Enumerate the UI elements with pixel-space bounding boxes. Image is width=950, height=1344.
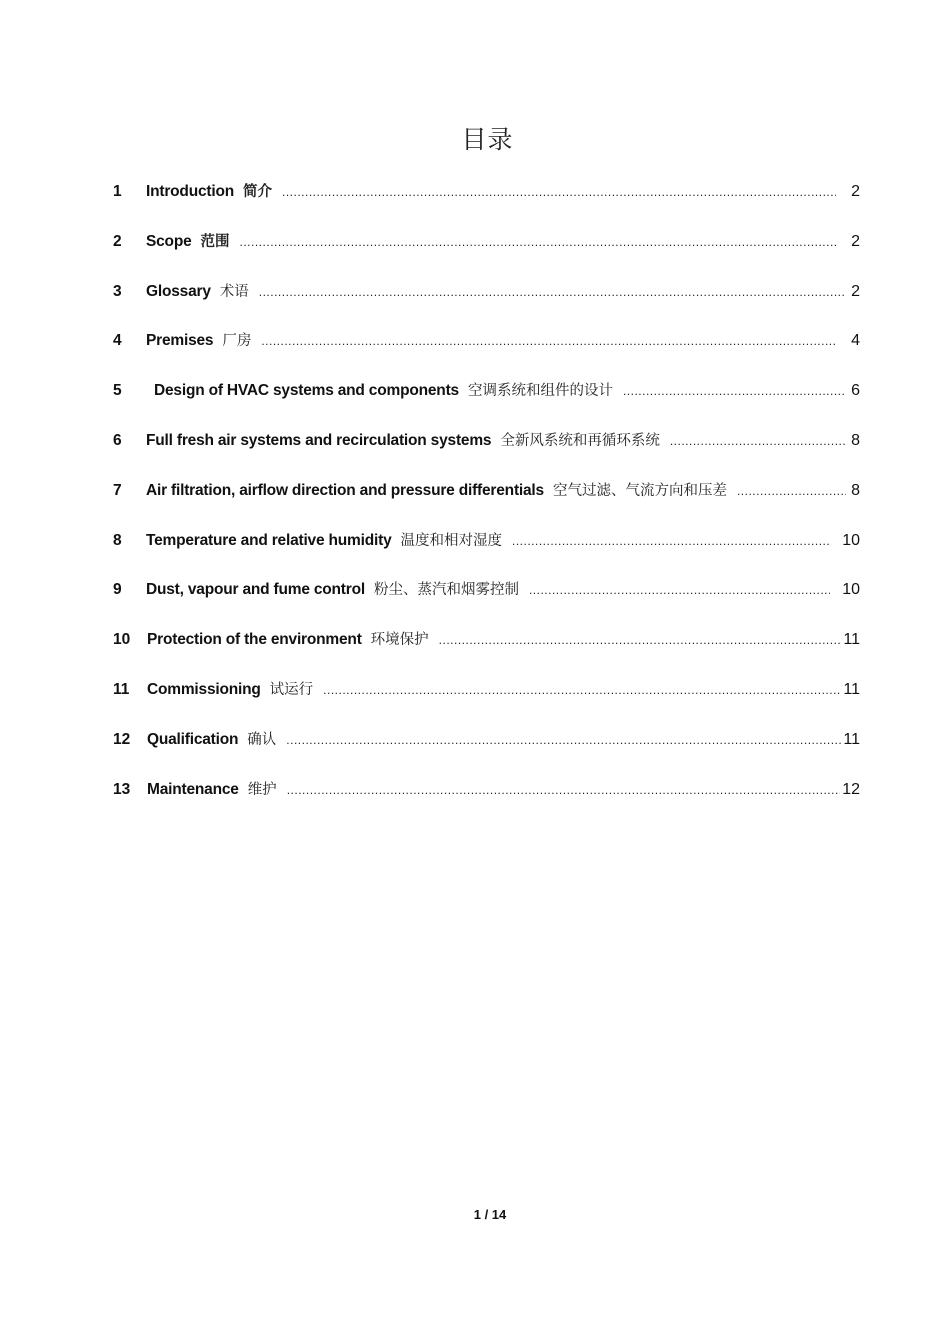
page-title: 目录 (461, 125, 514, 154)
toc-entry-number: 13 (113, 780, 131, 798)
toc-entry[interactable] (113, 529, 860, 579)
toc-entry-title-zh: 维护 (247, 781, 277, 798)
toc-entry-number: 9 (113, 581, 122, 599)
toc-entry-title-en: Protection of the environment (147, 631, 362, 649)
toc-entry-title-en: Premises (146, 332, 214, 350)
toc-entry-page: 8 (851, 481, 860, 499)
toc-entry-page: 11 (843, 631, 860, 649)
toc-entry[interactable] (113, 180, 860, 230)
toc-entry-page: 2 (851, 282, 860, 300)
toc-entry-page: 6 (851, 382, 860, 400)
toc-entry-title-zh: 环境保护 (370, 632, 429, 649)
toc-entry-page: 8 (851, 431, 860, 449)
toc-entry[interactable] (113, 379, 860, 429)
toc-entry-title-zh: 厂房 (222, 333, 252, 350)
toc-entry-title-zh: 术语 (219, 283, 249, 300)
dot-leader (512, 534, 830, 548)
toc-entry-number: 11 (113, 680, 130, 698)
toc-entry[interactable] (113, 778, 860, 828)
toc-entry[interactable] (113, 578, 860, 628)
toc-entry-title-zh: 全新风系统和再循环系统 (500, 432, 660, 449)
toc-entry[interactable] (113, 628, 860, 678)
toc-entry-page: 2 (851, 183, 860, 200)
dot-leader (439, 633, 842, 647)
toc-entry[interactable] (113, 429, 860, 479)
toc-entry-title-en: Glossary (146, 282, 211, 300)
page-indicator: 1 / 14 (473, 1207, 507, 1222)
dot-leader (323, 683, 841, 697)
toc-entry-page: 10 (842, 581, 860, 599)
toc-entry-page: 2 (851, 232, 860, 250)
toc-entry-number: 5 (113, 382, 122, 400)
toc-entry[interactable] (113, 329, 860, 379)
toc-entry[interactable] (113, 230, 860, 280)
dot-leader (529, 583, 830, 597)
toc-entry-title-en: Dust, vapour and fume control (146, 581, 365, 599)
dot-leader (240, 235, 836, 249)
toc-entry-number: 4 (113, 332, 122, 350)
toc-entry[interactable] (113, 728, 860, 778)
toc-entry-page: 11 (843, 730, 860, 748)
dot-leader (287, 783, 841, 797)
toc-entry-title-zh: 范围 (200, 233, 230, 250)
toc-entry-page: 10 (842, 531, 860, 549)
toc-list (113, 180, 860, 827)
toc-entry-title-zh: 温度和相对湿度 (400, 532, 502, 549)
toc-entry-page: 11 (843, 680, 860, 698)
dot-leader (259, 285, 846, 299)
toc-entry[interactable] (113, 678, 860, 728)
toc-entry-number: 7 (113, 481, 122, 499)
toc-entry-title-zh: 确认 (247, 731, 277, 748)
toc-entry-page: 12 (842, 780, 860, 798)
toc-entry-number: 6 (113, 431, 122, 449)
toc-entry-title-en: Design of HVAC systems and components (154, 382, 459, 400)
toc-entry-number: 12 (113, 730, 131, 748)
toc-entry-title-zh: 空调系统和组件的设计 (467, 383, 613, 400)
toc-entry-title-en: Maintenance (147, 780, 239, 798)
toc-entry-title-en: Scope (146, 232, 192, 250)
toc-entry-number: 10 (113, 631, 131, 649)
dot-leader (670, 434, 846, 448)
toc-entry-title-zh: 试运行 (269, 681, 314, 698)
toc-entry-title-zh: 空气过滤、气流方向和压差 (552, 482, 727, 499)
toc-entry-title-zh: 简介 (243, 184, 272, 200)
dot-leader (737, 484, 846, 498)
dot-leader (282, 185, 836, 199)
toc-entry[interactable] (113, 479, 860, 529)
toc-entry-title-en: Air filtration, airflow direction and pressure differentials (146, 481, 544, 499)
toc-entry-number: 2 (113, 232, 122, 250)
toc-entry-number: 8 (113, 531, 122, 549)
dot-leader (286, 733, 841, 747)
toc-entry-title-en: Qualification (147, 730, 239, 748)
dot-leader (623, 384, 846, 398)
toc-entry-title-zh: 粉尘、蒸汽和烟雾控制 (373, 582, 519, 599)
toc-entry-number: 3 (113, 282, 122, 300)
toc-entry-title-en: Introduction (146, 183, 234, 200)
toc-entry-page: 4 (851, 332, 860, 350)
toc-entry-title-en: Commissioning (147, 680, 261, 698)
dot-leader (261, 334, 836, 348)
toc-entry[interactable] (113, 280, 860, 330)
toc-entry-title-en: Temperature and relative humidity (146, 531, 392, 549)
toc-entry-number: 1 (113, 183, 122, 200)
toc-entry-title-en: Full fresh air systems and recirculation systems (146, 431, 492, 449)
